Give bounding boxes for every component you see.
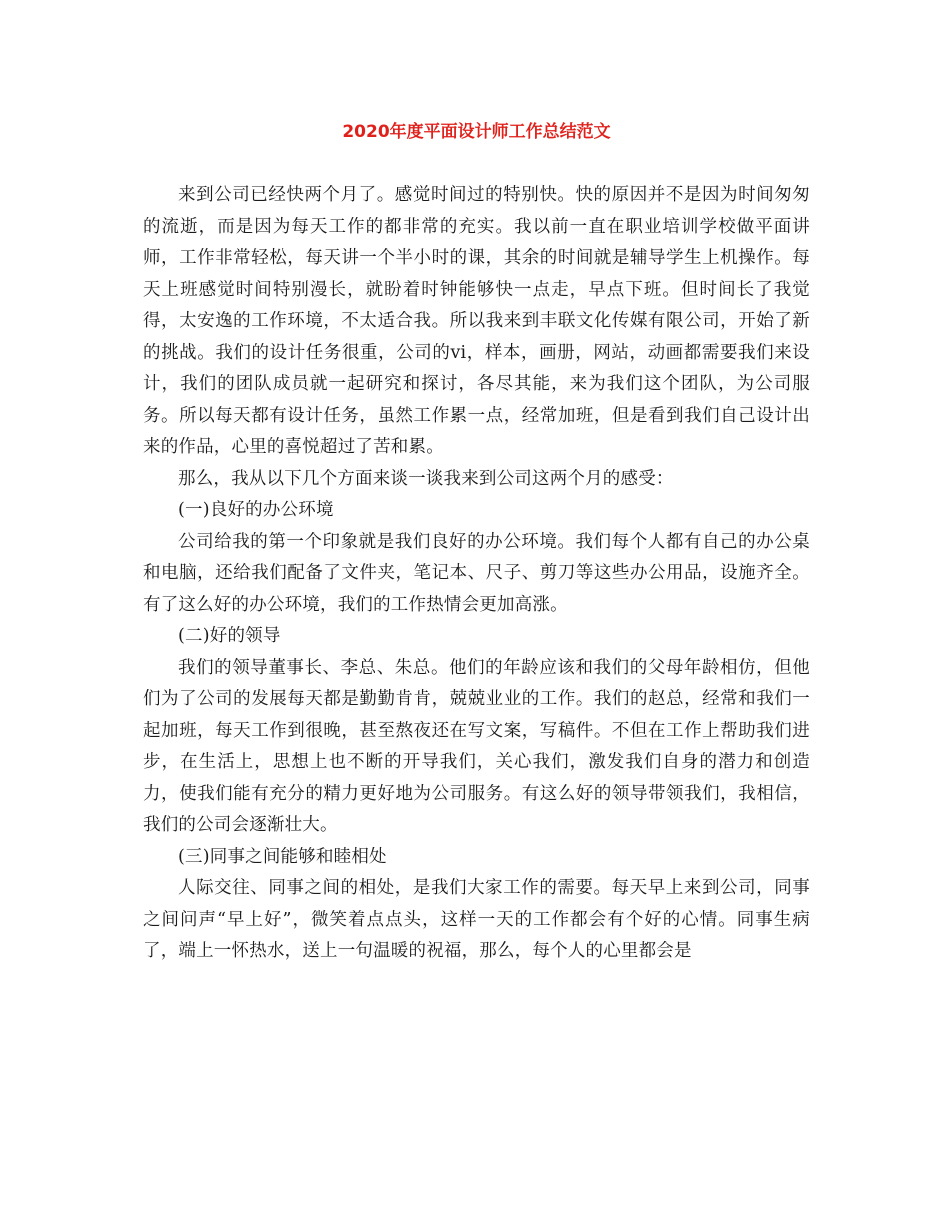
paragraph: 公司给我的第一个印象就是我们良好的办公环境。我们每个人都有自己的办公桌和电脑，还给我们配备了文件夹，笔记本、尺子、剪刀等这些办公用品，设施齐全。有了这么好的办公环境，我们的工作热情会更加高涨。 <box>143 531 810 615</box>
paragraph: 人际交往、同事之间的相处，是我们大家工作的需要。每天早上来到公司，同事之间问声“早上好”，微笑着点点头，这样一天的工作都会有个好的心情。同事生病了，端上一怀热水，送上一句温暖的祝福，那么，每个人的心里都会是 <box>143 878 810 961</box>
paragraph: 来到公司已经快两个月了。感觉时间过的特别快。快的原因并不是因为时间匆匆的流逝，而是因为每天工作的都非常的充实。我以前一直在职业培训学校做平面讲师，工作非常轻松，每天讲一个半小时的课，其余的时间就是辅导学生上机操作。每天上班感觉时间特别漫长，就盼着时钟能够快一点走，早点下班。但时间长了我觉得，太安逸的工作环境，不太适合我。所以我来到丰联文化传媒有限公司，开始了新的挑战。我们的设计任务很重，公司的vi，样本，画册，网站，动画都需要我们来设计，我们的团队成员就一起研究和探讨，各尽其能，来为我们这个团队，为公司服务。所以每天都有设计任务，虽然工作累一点，经常加班，但是看到我们自己设计出来的作品，心里的喜悦超过了苦和累。 <box>143 185 810 457</box>
document-body <box>143 180 810 968</box>
paragraph: 那么，我从以下几个方面来谈一谈我来到公司这两个月的感受： <box>178 468 674 489</box>
document-title: 2020年度平面设计师工作总结范文 <box>342 122 611 142</box>
paragraph: 我们的领导董事长、李总、朱总。他们的年龄应该和我们的父母年龄相仿，但他们为了公司的发展每天都是勤勤肯肯，兢兢业业的工作。我们的赵总，经常和我们一起加班，每天工作到很晚，甚至熬夜还在写文案，写稿件。不但在工作上帮助我们进步，在生活上，思想上也不断的开导我们，关心我们，激发我们自身的潜力和创造力，使我们能有充分的精力更好地为公司服务。有这么好的领导带领我们，我相信，我们的公司会逐渐壮大。 <box>143 657 810 835</box>
section-heading: (一)良好的办公环境 <box>178 500 334 520</box>
section-heading: (二)好的领导 <box>178 626 281 646</box>
section-heading: (三)同事之间能够和睦相处 <box>178 846 387 867</box>
